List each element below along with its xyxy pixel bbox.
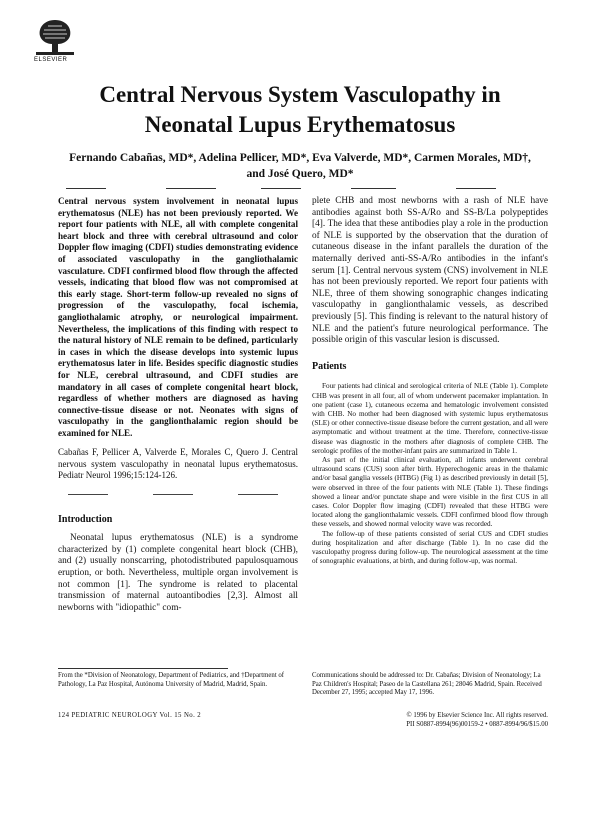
author-list <box>40 150 560 182</box>
authors-line-2: and José Quero, MD* <box>246 168 354 180</box>
introduction-continued: plete CHB and most newborns with a rash of NLE have antibodies against both SS-A/Ro and SS-B/La polypeptides [4]. The idea that these antibodies play a role in the production of NLE is supported by the observation that the duration of cutaneous disease in the infant parallels the duration of the maternally derived anti-SS-A/Ro antibodies in the infant's serum [1]. Central nervous system (CNS) involvement in NLE has not been previously reported. We report four patients with NLE, three of them showing sonographic changes indicating vasculopathy in ganglionthalamic vessels, as described previously [5]. This finding is relevant to the natural history of NLE and the patient's future neurological performance. The possible origin of this vascular lesion is discussed. <box>312 196 548 346</box>
author-divider <box>66 188 534 192</box>
patients-paragraph-2: As part of the initial clinical evaluation, all infants underwent cerebral ultrasound scans (CUS) soon after birth. Hyperechogenic areas in the thalamic and/or basal ganglia vessels (HTBG) (Fig 1) as described previously in detail [5], were observed in three of the four patients with NLE (Table 1). These findings showed a linear and/or punctate shape and were visible in the first CUS in all cases. Color Doppler flow imaging (CDFI) revealed that these HTBG were located along the ganglionthalamic vessels. CDFI confirmed blood flow through these vessels, and showed normal velocity wave was recorded. <box>312 455 548 529</box>
abstract: Central nervous system involvement in neonatal lupus erythematosus (NLE) has not been previously reported. We report four patients with NLE, all with complete congenital heart block and three with cerebral ultrasound and color Doppler flow imaging (CDFI) studies demonstrating evidence of associated vasculopathy in the gangliothalamic vasculature. CDFI confirmed blood flow through the affected vessels, indicating that blood flow was not compromised at this early stage. Short-term follow-up revealed no signs of progression of the vasculopathy, focal ischemia, gangliothalamic atrophy, or neurological impairment. Nevertheless, the implications of this finding with respect to the natural history of NLE remain to be defined, particularly in cases in which the disease develops into systemic lupus erythematosus later in life. Besides specific diagnostic studies for NLE, cerebral ultrasound, and CDFI studies are mandatory in all cases of complete congenital heart block, regardless of whether mothers are diagnosed as having connective-tissue disease or not. Neonates with signs of vasculopathy in the ganglionthalamic region should be examined for NLE. <box>58 196 298 438</box>
introduction-heading: Introduction <box>58 513 113 525</box>
pii-line: PII S0887-8994(96)00159-2 • 0887-8994/96/$15.00 <box>406 720 548 728</box>
article-title <box>40 80 560 140</box>
copyright-line: © 1996 by Elsevier Science Inc. All rights reserved. <box>406 712 548 719</box>
publisher-logo <box>34 16 80 63</box>
journal-footer <box>58 712 201 721</box>
authors-line-1: Fernando Cabañas, MD*, Adelina Pellicer, MD*, Eva Valverde, MD*, Carmen Morales, MD†, <box>69 152 531 164</box>
left-column <box>58 196 298 614</box>
elsevier-tree-icon <box>34 16 76 56</box>
copyright-footer <box>406 712 548 729</box>
title-line-2: Neonatal Lupus Erythematosus <box>144 112 456 137</box>
right-column <box>312 196 548 566</box>
correspondence-footnote: Communications should be addressed to: Dr. Cabañas; Division of Neonatology; La Paz Children's Hospital; Paseo de la Castellana 261; 28046 Madrid, Spain. Received December 27, 1995; accepted May 17, 1996. <box>312 672 542 697</box>
patients-heading: Patients <box>312 360 347 372</box>
title-line-1: Central Nervous System Vasculopathy in <box>99 82 501 107</box>
patients-paragraph-3: The follow-up of these patients consisted of serial CUS and CDFI studies during hospitalization and after discharge (Table 1). In no case did the vasculopathy progress during follow-up. The neurological assessment at the time of sonographic evaluations, at birth, and during follow-up, was normal. <box>312 529 548 566</box>
introduction-text: Neonatal lupus erythematosus (NLE) is a syndrome characterized by (1) complete congenital heart block (CHB), and (2) usually nonscarring, photodistributed papulosquamous eruption, or both. Nevertheless, multiple organ involvement is not common [1]. The syndrome is related to placental transmission of maternal autoantibodies [2,3]. Almost all newborns with "idiopathic" com- <box>58 533 298 613</box>
footnote-rule <box>58 668 228 669</box>
citation-divider <box>58 492 298 500</box>
journal-footer-text: 124 PEDIATRIC NEUROLOGY Vol. 15 No. 2 <box>58 712 202 719</box>
patients-paragraph-1: Four patients had clinical and serological criteria of NLE (Table 1). Complete CHB was present in all four, all of whom underwent pacemaker implantation. In one patient (case 1), cutaneous eczema and hematologic involvement consisted with CHB. No mother had been diagnosed with systemic lupus erythematosus (SLE) or other connective-tissue disease before the current gestation, and all were asymptomatic and without treatment at the time. Therefore, connective-tissue disease was diagnostic in the mothers after diagnosis of complete CHB. The serologic profiles of the mother-infant pairs are summarized in Table 1. <box>312 382 548 455</box>
affiliation-footnote: From the *Division of Neonatology, Department of Pediatrics, and †Department of Pathology, La Paz Hospital, Autónoma University of Madrid, Madrid, Spain. <box>58 672 285 688</box>
citation: Cabañas F, Pellicer A, Valverde E, Morales C, Quero J. Central nervous system vasculopathy in neonatal lupus erythematosus. Pediatr Neurol 1996;15:124-126. <box>58 447 298 481</box>
publisher-logo-text: ELSEVIER <box>34 57 68 63</box>
